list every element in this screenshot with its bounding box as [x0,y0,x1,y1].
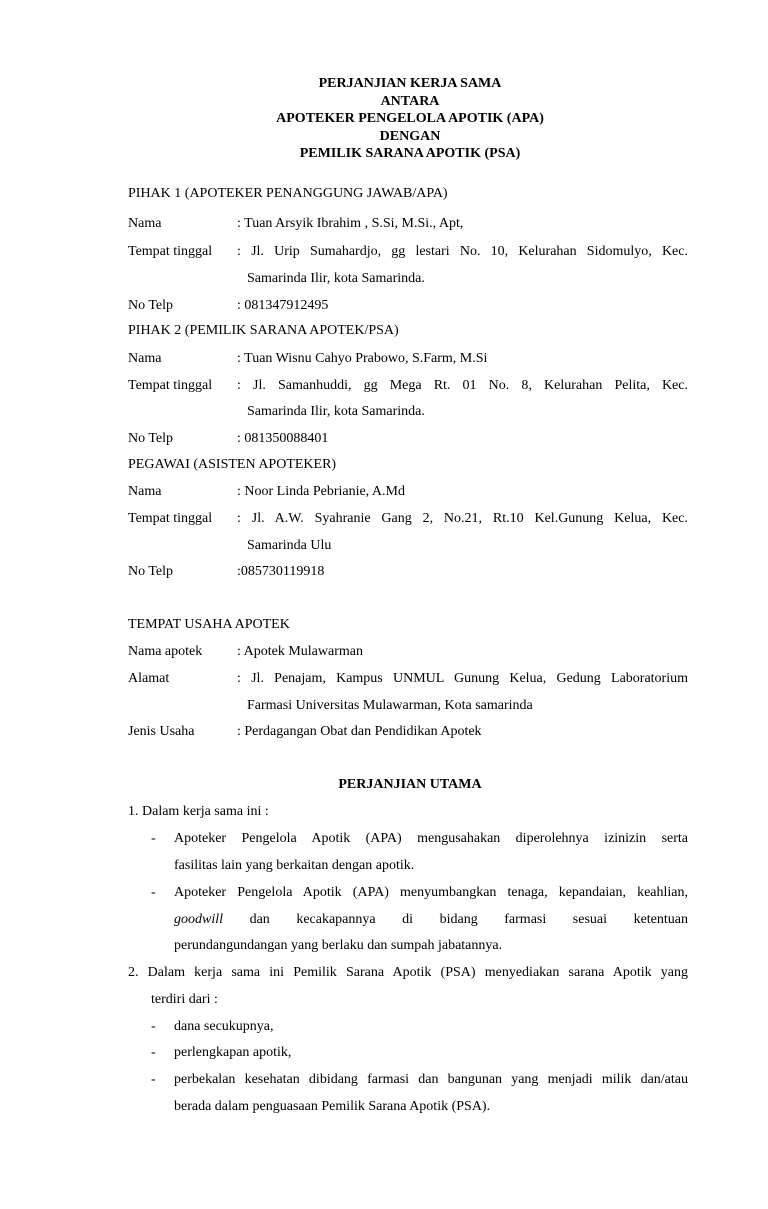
pihak1-telp-value: : 081347912495 [237,298,329,313]
pihak2-telp-label: No Telp [128,431,174,446]
pegawai-tempat-cont: Samarinda Ulu [247,538,332,553]
item2-bullet-3-line-2: berada dalam penguasaan Pemilik Sarana Apotik (PSA). [174,1099,491,1114]
goodwill-term: goodwill [174,912,224,927]
title-line-2: ANTARA [380,93,440,109]
usaha-jenis-value: : Perdagangan Obat dan Pendidikan Apotek [237,724,482,739]
pihak1-tempat-cont: Samarinda Ilir, kota Samarinda. [247,271,425,286]
item1-bullet-1-line-1: Apoteker Pengelola Apotik (APA) mengusahakan diperolehnya izinizin serta [174,831,688,846]
pegawai-nama-value: : Noor Linda Pebrianie, A.Md [237,484,405,499]
usaha-alamat-label: Alamat [128,671,170,686]
document-title [130,75,690,163]
item1-bullet-1-dash: - [151,831,156,846]
title-line-1: PERJANJIAN KERJA SAMA [318,76,502,91]
pihak1-tempat-value: : Jl. Urip Sumahardjo, gg lestari No. 10, Kelurahan Sidomulyo, Kec. [237,244,688,259]
pihak2-telp-value: : 081350088401 [237,431,329,446]
item1-bullet-2-line-2 [174,911,688,929]
pihak2-nama-label: Nama [128,351,162,366]
title-line-5: PEMILIK SARANA APOTIK (PSA) [299,146,521,161]
pegawai-telp-label: No Telp [128,564,174,579]
usaha-alamat-cont: Farmasi Universitas Mulawarman, Kota samarinda [247,698,533,713]
pihak2-tempat-label: Tempat tinggal [128,378,213,393]
pihak2-nama-value: : Tuan Wisnu Cahyo Prabowo, S.Farm, M.Si [237,351,488,366]
word: farmasi [504,912,547,927]
perjanjian-heading: PERJANJIAN UTAMA [338,777,482,792]
pihak1-heading: PIHAK 1 (APOTEKER PENANGGUNG JAWAB/APA) [128,186,448,201]
pihak2-tempat-value: : Jl. Samanhuddi, gg Mega Rt. 01 No. 8, Kelurahan Pelita, Kec. [237,378,688,393]
pegawai-telp-value: :085730119918 [237,564,325,579]
pegawai-tempat-label: Tempat tinggal [128,511,213,526]
pihak1-nama-label: Nama [128,216,162,231]
title-line-3: APOTEKER PENGELOLA APOTIK (APA) [276,111,544,126]
pihak1-tempat-label: Tempat tinggal [128,244,213,259]
usaha-nama-label: Nama apotek [128,644,203,659]
pegawai-heading: PEGAWAI (ASISTEN APOTEKER) [128,457,337,472]
usaha-alamat-value: : Jl. Penajam, Kampus UNMUL Gunung Kelua, Gedung Laboratorium [237,671,688,686]
word: dan [249,912,270,927]
word: di [402,912,414,927]
item2-bullet-1-dash: - [151,1019,156,1034]
pihak2-heading: PIHAK 2 (PEMILIK SARANA APOTEK/PSA) [128,323,399,338]
item2-bullet-3-line-1: perbekalan kesehatan dibidang farmasi dan bangunan yang menjadi milik dan/atau [174,1072,688,1087]
item1-bullet-1-line-2: fasilitas lain yang berkaitan dengan apotik. [174,858,415,873]
word: bidang [439,912,478,927]
perjanjian-item-1: 1. Dalam kerja sama ini : [128,804,269,819]
item1-bullet-2-line-1: Apoteker Pengelola Apotik (APA) menyumbangkan tenaga, kepandaian, keahlian, [174,885,688,900]
pihak2-tempat-cont: Samarinda Ilir, kota Samarinda. [247,404,425,419]
item1-bullet-2-line-3: perundangundangan yang berlaku dan sumpah jabatannya. [174,938,503,953]
usaha-jenis-label: Jenis Usaha [128,724,195,739]
item1-bullet-2-dash: - [151,885,156,900]
title-line-4: DENGAN [379,128,441,144]
word: kecakapannya [296,912,376,927]
pihak1-telp-label: No Telp [128,298,174,313]
pihak1-nama-value: : Tuan Arsyik Ibrahim , S.Si, M.Si., Apt, [237,216,464,231]
perjanjian-item-2-line-1: 2. Dalam kerja sama ini Pemilik Sarana Apotik (PSA) menyediakan sarana Apotik yang [128,965,688,980]
word: ketentuan [633,912,688,927]
usaha-heading: TEMPAT USAHA APOTEK [128,617,290,632]
item2-bullet-3-dash: - [151,1072,156,1087]
word: sesuai [572,912,608,927]
usaha-nama-value: : Apotek Mulawarman [237,644,363,659]
perjanjian-item-2-line-2: terdiri dari : [151,992,218,1007]
item2-bullet-1: dana secukupnya, [174,1019,274,1034]
item2-bullet-2-dash: - [151,1045,156,1060]
pegawai-tempat-value: : Jl. A.W. Syahranie Gang 2, No.21, Rt.10 Kel.Gunung Kelua, Kec. [237,511,688,526]
pegawai-nama-label: Nama [128,484,162,499]
item2-bullet-2: perlengkapan apotik, [174,1045,292,1060]
